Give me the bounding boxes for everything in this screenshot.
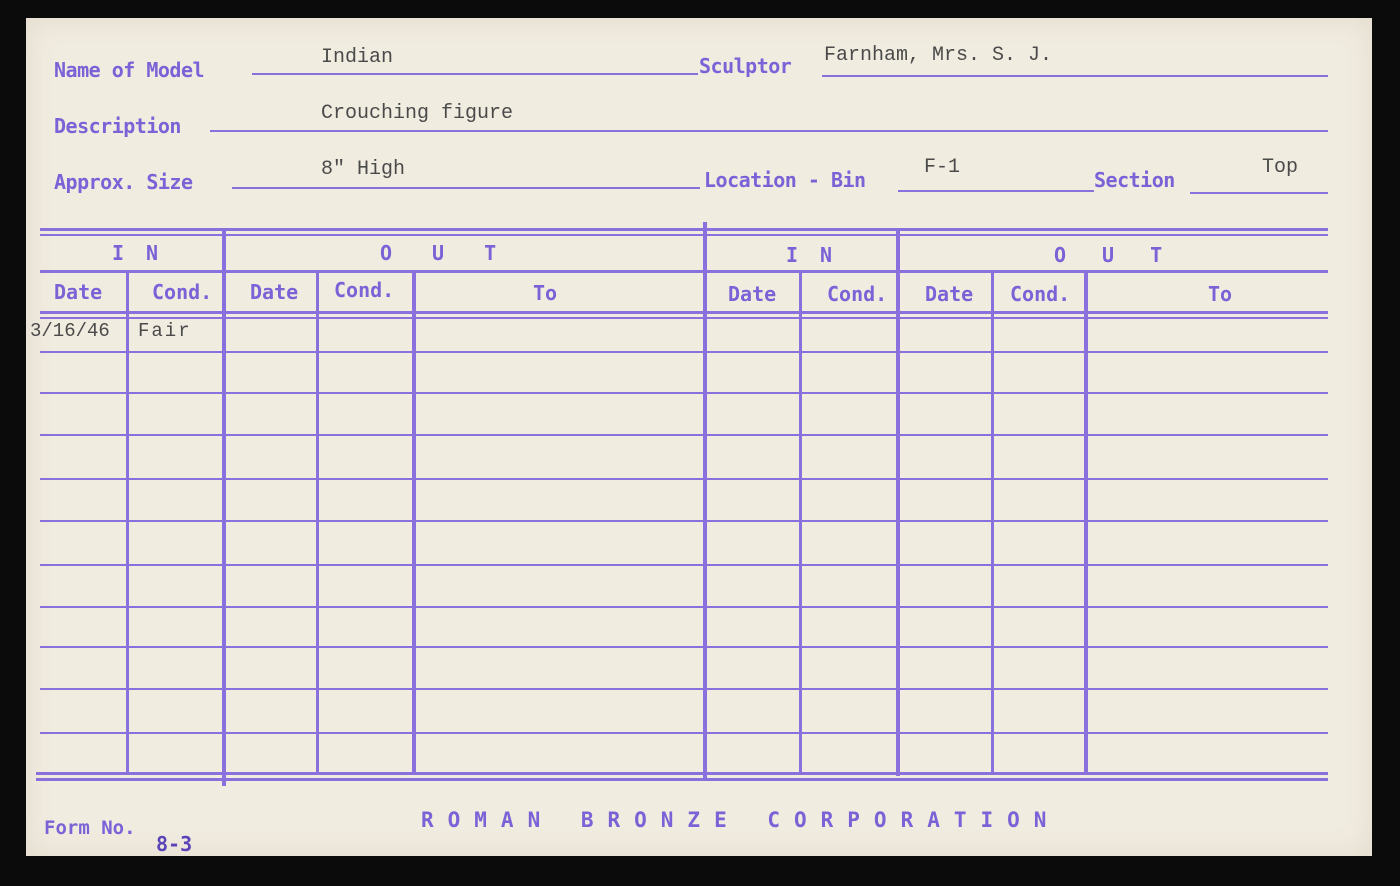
group-divider [703, 222, 707, 778]
col-header-to: To [1208, 282, 1233, 306]
approx-size-label: Approx. Size [54, 170, 193, 194]
location-bin-label: Location - Bin [704, 168, 866, 192]
row-line [40, 688, 1328, 690]
left-in-header: IN [112, 241, 181, 265]
row-in-date: 3/16/46 [30, 320, 110, 342]
section-label: Section [1094, 168, 1175, 192]
name-of-model-value: Indian [321, 46, 394, 69]
col-header-date: Date [54, 280, 103, 304]
form-no-label: Form No. [44, 817, 136, 839]
size-underline [232, 187, 700, 189]
row-line [40, 732, 1328, 734]
sculptor-underline [822, 75, 1328, 77]
col-divider [126, 271, 129, 773]
row-line [40, 520, 1328, 522]
col-divider [991, 271, 994, 773]
group-divider [222, 230, 226, 786]
row-in-cond: Fair [138, 320, 192, 342]
table-bottom-line [36, 772, 1328, 775]
location-bin-value: F-1 [924, 156, 961, 179]
table-top-line-2 [40, 234, 1328, 236]
section-underline [1190, 192, 1328, 194]
row-line [40, 606, 1328, 608]
description-value: Crouching figure [321, 102, 514, 125]
left-out-header: OUT [380, 241, 537, 265]
group-header-line [40, 270, 1328, 273]
section-value: Top [1262, 156, 1299, 179]
sculptor-label: Sculptor [699, 54, 792, 78]
row-line [40, 351, 1328, 353]
table-top-line [40, 228, 1328, 231]
right-in-header: IN [786, 243, 855, 267]
col-header-date: Date [728, 282, 777, 306]
column-header-line [40, 311, 1328, 314]
row-line [40, 478, 1328, 480]
sculptor-value: Farnham, Mrs. S. J. [824, 44, 1053, 67]
location-underline [898, 190, 1094, 192]
row-line [40, 392, 1328, 394]
description-underline [210, 130, 1328, 132]
col-header-cond: Cond. [334, 278, 395, 302]
table-bottom-line-2 [36, 778, 1328, 781]
col-header-date: Date [925, 282, 974, 306]
name-underline [252, 73, 698, 75]
row-line [40, 564, 1328, 566]
group-divider [896, 230, 900, 776]
name-of-model-label: Name of Model [54, 58, 205, 82]
col-header-cond: Cond. [1010, 282, 1071, 306]
row-line [40, 646, 1328, 648]
approx-size-value: 8" High [321, 158, 406, 181]
col-header-to: To [533, 281, 558, 305]
row-line [40, 434, 1328, 436]
col-divider [1084, 271, 1088, 773]
column-header-line-2 [40, 317, 1328, 319]
form-no-value: 8-3 [156, 832, 193, 856]
col-header-date: Date [250, 280, 299, 304]
right-out-header: OUT [1054, 243, 1199, 267]
col-divider [412, 271, 416, 775]
col-header-cond: Cond. [827, 282, 888, 306]
description-label: Description [54, 114, 181, 138]
col-divider [316, 271, 319, 773]
col-divider [799, 271, 802, 773]
record-card [26, 18, 1372, 856]
company-name: ROMAN BRONZE CORPORATION [421, 808, 1061, 832]
col-header-cond: Cond. [152, 280, 213, 304]
